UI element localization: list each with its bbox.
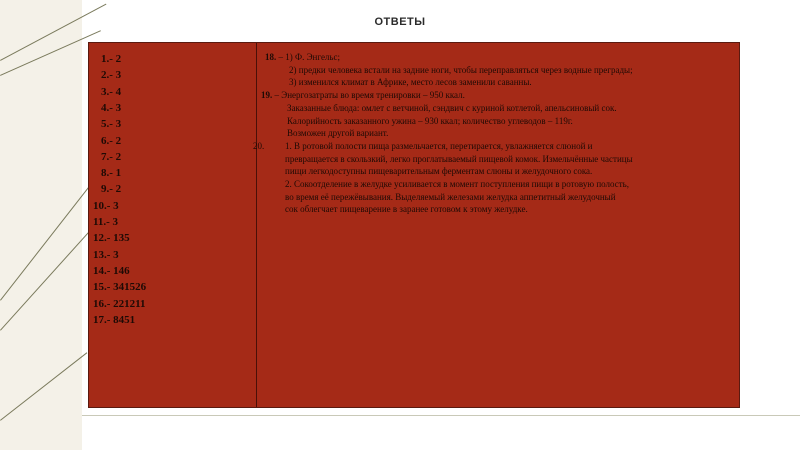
- answer-item: 15.- 341526: [93, 281, 147, 294]
- q20-line4: 2. Сокоотделение в желудке усиливается в момент поступления пищи в ротовую полость,: [285, 179, 630, 189]
- page-title: ОТВЕТЫ: [374, 16, 426, 28]
- answer-item: 10.- 3: [93, 199, 119, 212]
- q19-line4: Возможен другой вариант.: [287, 128, 389, 139]
- answer-item: 12.- 135: [93, 232, 130, 245]
- q20-number: 20.: [253, 140, 265, 151]
- column-divider: [256, 43, 257, 407]
- q20-line2: превращается в скользкий, легко проглатываемый пищевой комок. Измельчённые частицы: [285, 153, 633, 164]
- answer-item: 8.- 1: [101, 167, 122, 180]
- answer-item: 6.- 2: [101, 134, 122, 147]
- answer-item: 14.- 146: [93, 264, 130, 277]
- answer-item: 3.- 4: [101, 85, 122, 98]
- q18-line1: 18. – 1) Ф. Энгельс;: [265, 52, 341, 62]
- footer-divider: [82, 415, 800, 416]
- answer-item: 16.- 221211: [93, 297, 146, 310]
- q20-line6: сок облегчает пищеварение в заранее готовом к этому желудке.: [285, 204, 528, 215]
- q18-number: 18.: [265, 52, 277, 62]
- decorative-stripe-band: [0, 0, 82, 450]
- answer-item: 9.- 2: [101, 183, 122, 196]
- q20-line5: во время её пережёвывания. Выделяемый железами желудка аппетитный желудочный: [285, 191, 616, 202]
- answer-item: 17.- 8451: [93, 313, 136, 326]
- q19-number: 19.: [261, 90, 273, 101]
- q20-line3: пищи легкодоступны пищеварительным ферментам слюны и желудочного сока.: [285, 166, 593, 177]
- answer-item: 7.- 2: [101, 150, 122, 163]
- answer-item: 4.- 3: [101, 101, 122, 114]
- q19-line2: Заказанные блюда: омлет с ветчиной, сэндвич с куриной котлетой, апельсиновый сок.: [287, 102, 617, 113]
- q19-line3: Калорийность заказанного ужина – 930 ккал; количество углеводов – 119г.: [287, 115, 573, 126]
- answer-item: 5.- 3: [101, 118, 122, 131]
- q19-line1: 19. – Энергозатраты во время тренировки – 950 ккал.: [261, 90, 465, 101]
- answer-item: 11.- 3: [93, 216, 119, 228]
- answers-table: [88, 42, 740, 408]
- q18-line2: 2) предки человека встали на задние ноги, чтобы переправляться через водные преграды;: [289, 64, 633, 75]
- answer-item: 13.- 3: [93, 248, 119, 261]
- answer-item: 2.- 3: [101, 69, 122, 82]
- answer-item: 1.- 2: [101, 53, 122, 65]
- q20-line1: 1. В ротовой полости пища размельчается, перетирается, увлажняется слюной и: [285, 140, 593, 151]
- q18-line3: 3) изменился климат в Африке, место лесов заменили саванны.: [289, 77, 532, 88]
